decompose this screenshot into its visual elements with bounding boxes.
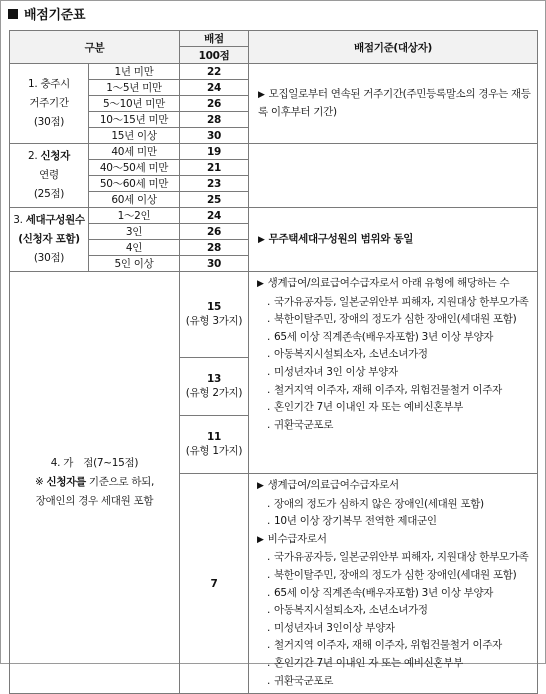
header-points: 배점 [180, 31, 249, 47]
age-row-label: 50～60세 미만 [89, 176, 180, 192]
age-row-label: 60세 이상 [89, 192, 180, 208]
triangle-bullet-icon: ▶ [257, 279, 264, 289]
residence-criteria: ▶ 모집일로부터 연속된 거주기간(주민등록말소의 경우는 재등록 이후부터 기간) [249, 64, 538, 144]
age-row-points: 19 [180, 144, 249, 160]
household-row-label: 1～2인 [89, 208, 180, 224]
triangle-bullet-icon: ▶ [258, 234, 265, 245]
triangle-bullet-icon: ▶ [257, 534, 264, 545]
residence-row-label: 1년 미만 [89, 64, 180, 80]
age-category: 2. 신청자 연령 (25점) [10, 144, 89, 208]
bonus-list-recipients: ▶ 생계급여/의료급여수급자로서 아래 유형에 해당하는 수 . 국가유공자등, 일본군위안부 피해자, 지원대상 한부모가족 . 북한이탈주민, 장애의 정도가 심한 장애인(세대원 포함) . 65세 이상 직계존속(배우자포함) 3년 이상 부양자 . 아동복지시설퇴소자, 소년소녀가정 . 미성년자녀 3인 이상 부양자 . 철거지역 이주자, 재해 이주자, 위험건물철거 이주자 . 혼인기간 7년 이내인 자 또는 예비신혼부부 . 귀환국군포로 [249, 272, 538, 474]
bonus-list-others: ▶ 생계급여/의료급여수급자로서 . 장애의 정도가 심하지 않은 장애인(세대원 포함) . 10년 이상 장기복무 전역한 제대군인 ▶ 비수급자로서 . 국가유공자등, 일본군위안부 피해자, 지원대상 한부모가족 . 북한이탈주민, 장애의 정도가 심한 장애인(세대원 포함) . 65세 이상 직계존속(배우자포함) 3년 이상 부양자 . 아동복지시설퇴소자, 소년소녀가정 . 미성년자녀 3인이상 부양자 . 철거지역 이주자, 재해 이주자, 위험건물철거 이주자 . 혼인기간 7년 이내인 자 또는 예비신혼부부 . 귀환국군포로 [249, 474, 538, 694]
square-bullet-icon [8, 9, 18, 19]
residence-row-points: 30 [180, 128, 249, 144]
household-row-points: 24 [180, 208, 249, 224]
age-row-points: 25 [180, 192, 249, 208]
bonus-tier-points: 15 (유형 3가지) [180, 272, 249, 358]
residence-row-label: 10～15년 미만 [89, 112, 180, 128]
bonus-tier-points: 7 [180, 474, 249, 694]
household-row-points: 28 [180, 240, 249, 256]
age-row-points: 21 [180, 160, 249, 176]
household-row-points: 30 [180, 256, 249, 272]
residence-row-points: 24 [180, 80, 249, 96]
triangle-bullet-icon: ▶ [258, 90, 265, 100]
header-criteria: 배점기준(대상자) [249, 31, 538, 64]
household-row-points: 26 [180, 224, 249, 240]
residence-row-label: 15년 이상 [89, 128, 180, 144]
age-criteria [249, 144, 538, 208]
scoring-table [9, 30, 538, 694]
age-row-label: 40～50세 미만 [89, 160, 180, 176]
bonus-tier-points: 11 (유형 1가지) [180, 416, 249, 474]
household-row-label: 5인 이상 [89, 256, 180, 272]
age-row-points: 23 [180, 176, 249, 192]
header-total-points: 100점 [180, 47, 249, 64]
household-category: 3. 세대구성원수 (신청자 포함) (30점) [10, 208, 89, 272]
triangle-bullet-icon: ▶ [257, 481, 264, 491]
bonus-tier-points: 13 (유형 2가지) [180, 358, 249, 416]
header-category: 구분 [10, 31, 180, 64]
household-criteria: ▶ 무주택세대구성원의 범위와 동일 [249, 208, 538, 272]
household-row-label: 4인 [89, 240, 180, 256]
residence-category: 1. 충주시 거주기간 (30점) [10, 64, 89, 144]
household-row-label: 3인 [89, 224, 180, 240]
page-title: 배점기준표 [8, 7, 85, 25]
residence-row-points: 28 [180, 112, 249, 128]
age-row-label: 40세 미만 [89, 144, 180, 160]
residence-row-label: 5～10년 미만 [89, 96, 180, 112]
residence-row-points: 22 [180, 64, 249, 80]
residence-row-label: 1～5년 미만 [89, 80, 180, 96]
bonus-category: 4. 가 점(7~15점) ※ 신청자를 기준으로 하되, 장애인의 경우 세대원 포함 [10, 272, 180, 694]
residence-row-points: 26 [180, 96, 249, 112]
